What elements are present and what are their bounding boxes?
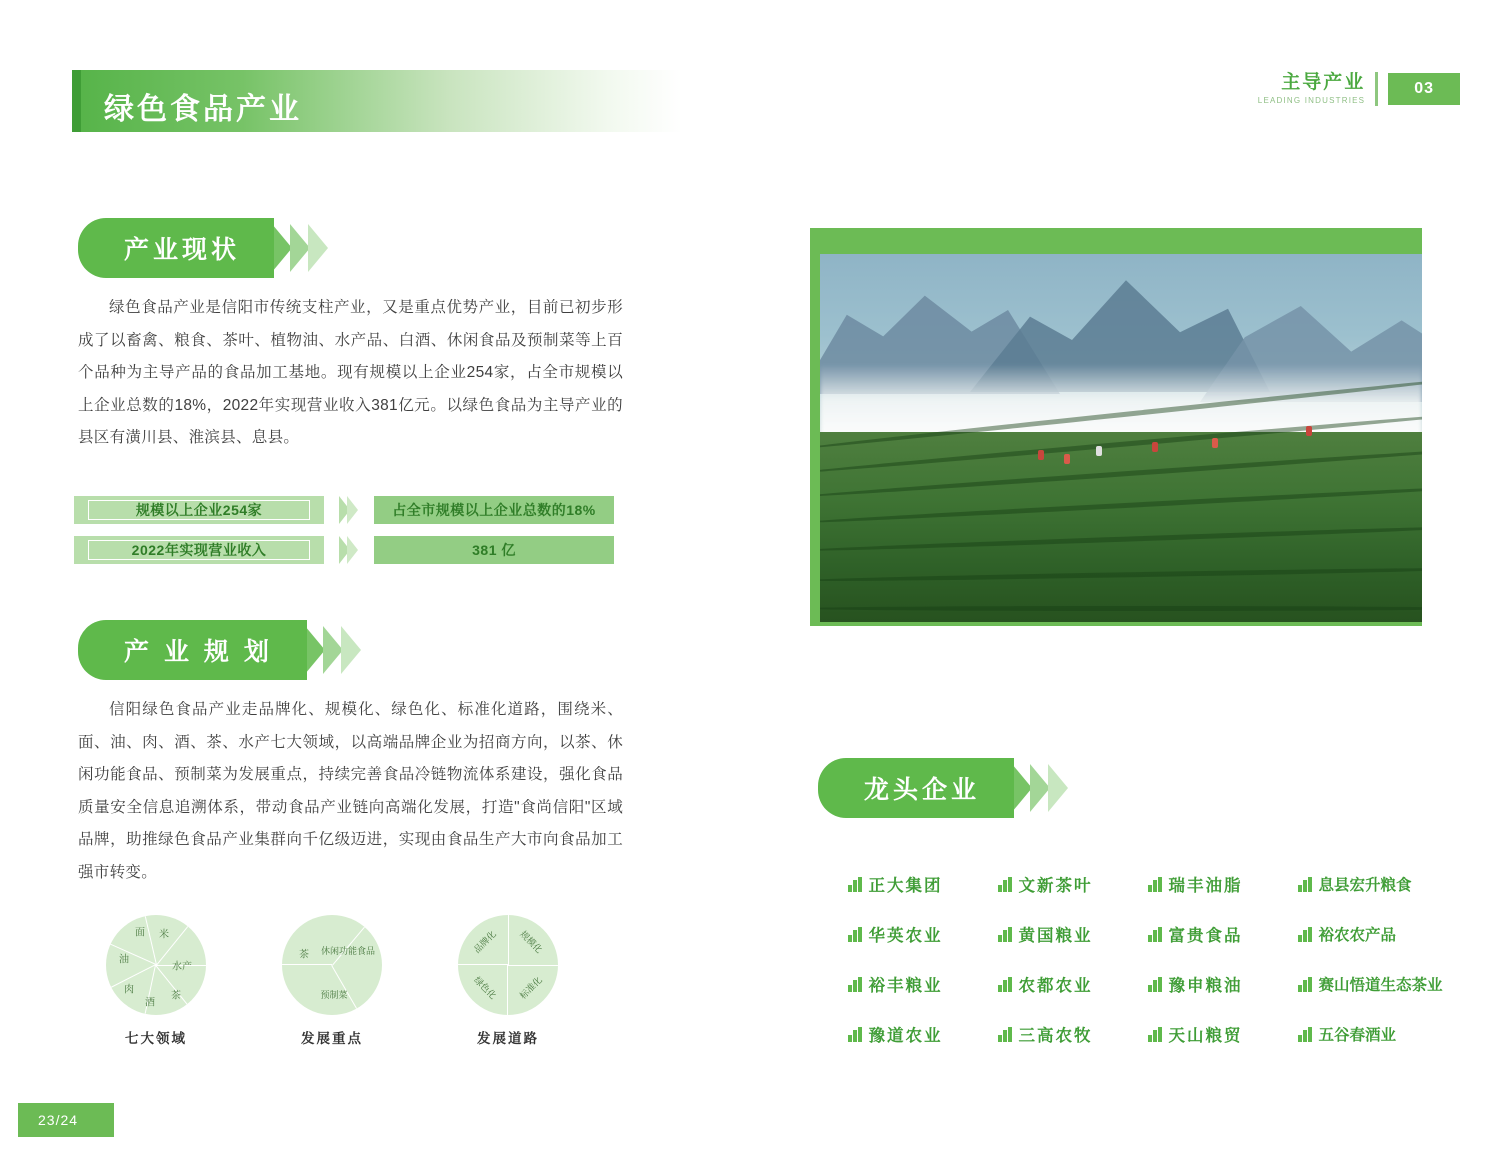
page-title: 绿色食品产业 <box>104 93 302 126</box>
chevron-icon <box>1048 764 1068 812</box>
plan-paragraph: 信阳绿色食品产业走品牌化、规模化、绿色化、标准化道路，围绕米、面、油、肉、酒、茶、水产七大领域，以高端品牌企业为招商方向，以茶、休闲功能食品、预制菜为发展重点，持续完善食品冷链物流体系建设，强化食品质量安全信息追溯体系，带动食品产业链向高端化发展，打造"食尚信阳"区域品牌，助推绿色食品产业集群向千亿级迈进，实现由食品生产大市向食品加工强市转变。 <box>78 701 623 881</box>
list-item <box>998 972 1148 996</box>
bar-chart-icon <box>848 877 862 892</box>
list-item <box>1148 872 1298 896</box>
stat-label-text: 2022年实现营业收入 <box>131 542 267 558</box>
pie-slice-label: 绿色化 <box>472 974 499 1001</box>
stat-value-1 <box>374 536 614 564</box>
stat-row <box>74 496 614 524</box>
list-item <box>848 1022 998 1046</box>
pie-slice-label: 米 <box>159 929 169 941</box>
bar-chart-icon <box>998 927 1012 942</box>
stat-label-0 <box>74 496 324 524</box>
pie-chart <box>106 915 206 1015</box>
pie-slice-label: 肉 <box>124 984 134 996</box>
stat-value-text: 381 亿 <box>472 542 516 558</box>
corner-label-en: LEADING INDUSTRIES <box>1257 95 1366 105</box>
stat-value-0 <box>374 496 614 524</box>
status-paragraph: 绿色食品产业是信阳市传统支柱产业，又是重点优势产业，目前已初步形成了以畜禽、粮食、茶叶、植物油、水产品、白酒、休闲食品及预制菜等上百个品种为主导产品的食品加工基地。现有规模以上企业254家，占全市规模以上企业总数的18%，2022年实现营业收入381亿元。以绿色食品为主导产业的县区有潢川县、淮滨县、息县。 <box>78 299 623 447</box>
pie-chart <box>282 915 382 1015</box>
stat-label-text: 规模以上企业254家 <box>135 502 263 518</box>
bar-chart-icon <box>848 977 862 992</box>
enterprise-name: 黄国粮业 <box>1018 927 1093 945</box>
enterprise-name: 富贵食品 <box>1168 927 1243 945</box>
list-item <box>1298 1022 1448 1046</box>
bar-chart-icon <box>848 927 862 942</box>
enterprise-name: 豫申粮油 <box>1168 977 1243 995</box>
enterprise-name: 赛山悟道生态茶业 <box>1318 977 1443 994</box>
chevron-icon <box>341 626 361 674</box>
bar-chart-icon <box>1148 877 1162 892</box>
stat-label-1 <box>74 536 324 564</box>
chevron-group <box>342 496 358 524</box>
section-heading-status-label: 产业现状 <box>78 218 274 278</box>
section-number-badge: 03 <box>1388 73 1460 105</box>
enterprise-name: 文新茶叶 <box>1018 877 1093 895</box>
enterprise-name: 华英农业 <box>868 927 943 945</box>
tea-plantation-photo <box>820 254 1422 622</box>
section-heading-plan <box>78 620 361 680</box>
bar-chart-icon <box>998 977 1012 992</box>
list-item <box>848 922 998 946</box>
chart-caption: 七大领域 <box>125 1031 187 1046</box>
stat-value-text: 占全市规模以上企业总数的18% <box>392 502 596 518</box>
chevron-icon <box>323 626 343 674</box>
pie-chart <box>458 915 558 1015</box>
corner-label-cn: 主导产业 <box>1281 71 1366 93</box>
section-heading-plan-label: 产 业 规 划 <box>78 620 307 680</box>
pie-slice-label: 品牌化 <box>471 928 498 955</box>
pie-slice-label: 茶 <box>171 990 181 1002</box>
list-item <box>1148 1022 1298 1046</box>
chevron-icon <box>305 626 325 674</box>
enterprise-name: 正大集团 <box>868 877 943 895</box>
list-item <box>848 872 998 896</box>
list-item <box>1298 922 1448 946</box>
stat-row <box>74 536 614 564</box>
bar-chart-icon <box>848 1027 862 1042</box>
enterprise-name: 瑞丰油脂 <box>1168 877 1243 895</box>
corner-industry-marker <box>1258 72 1460 106</box>
chevron-group <box>342 536 358 564</box>
pie-slice-label: 标准化 <box>517 974 544 1001</box>
list-item <box>998 872 1148 896</box>
list-item <box>848 972 998 996</box>
chevron-icon <box>1030 764 1050 812</box>
enterprise-name: 裕农农产品 <box>1318 927 1397 944</box>
chevron-icon <box>347 496 358 524</box>
pie-slice-label: 规模化 <box>518 928 545 955</box>
bar-chart-icon <box>1148 927 1162 942</box>
stat-arrow-list <box>74 496 614 576</box>
pie-slice-label: 面 <box>135 927 145 939</box>
pie-slice-label: 茶 <box>299 949 309 961</box>
chart-group <box>100 915 564 1047</box>
enterprise-name: 五谷春酒业 <box>1318 1027 1397 1044</box>
enterprise-name: 裕丰粮业 <box>868 977 943 995</box>
bar-chart-icon <box>1298 1027 1312 1042</box>
list-item <box>1148 972 1298 996</box>
bar-chart-icon <box>1148 1027 1162 1042</box>
chevron-icon <box>290 224 310 272</box>
pie-slice-label: 油 <box>119 954 129 966</box>
chart-development-path <box>452 915 564 1047</box>
pie-slice-label: 预制菜 <box>320 989 348 1000</box>
chevron-icon <box>272 224 292 272</box>
chart-caption: 发展道路 <box>477 1031 539 1046</box>
list-item <box>998 1022 1148 1046</box>
bar-chart-icon <box>1298 877 1312 892</box>
list-item <box>1148 922 1298 946</box>
chart-seven-fields <box>100 915 212 1047</box>
bar-chart-icon <box>998 1027 1012 1042</box>
chevron-icon <box>347 536 358 564</box>
list-item <box>1298 972 1448 996</box>
bar-chart-icon <box>998 877 1012 892</box>
corner-divider <box>1375 72 1378 106</box>
list-item <box>1298 872 1448 896</box>
enterprise-name: 三高农牧 <box>1018 1027 1093 1045</box>
chart-development-focus <box>276 915 388 1047</box>
pie-slice-label: 酒 <box>145 997 155 1009</box>
section-heading-status <box>78 218 328 278</box>
chevron-icon <box>1012 764 1032 812</box>
list-item <box>998 922 1148 946</box>
enterprise-name: 豫道农业 <box>868 1027 943 1045</box>
enterprise-list <box>848 872 1448 1046</box>
enterprise-name: 息县宏升粮食 <box>1318 877 1412 894</box>
bar-chart-icon <box>1298 977 1312 992</box>
pie-slice-label: 休闲功能食品 <box>320 945 376 956</box>
bar-chart-icon <box>1148 977 1162 992</box>
enterprise-name: 农都农业 <box>1018 977 1093 995</box>
header-accent-bar <box>72 70 81 132</box>
chevron-icon <box>308 224 328 272</box>
section-heading-enterprises <box>818 758 1068 818</box>
enterprise-name: 天山粮贸 <box>1168 1027 1243 1045</box>
section-heading-enterprises-label: 龙头企业 <box>818 758 1014 818</box>
footer-page-number: 23/24 <box>38 1112 79 1128</box>
pie-slice-label: 水产 <box>172 961 192 973</box>
bar-chart-icon <box>1298 927 1312 942</box>
chart-caption: 发展重点 <box>301 1031 363 1046</box>
